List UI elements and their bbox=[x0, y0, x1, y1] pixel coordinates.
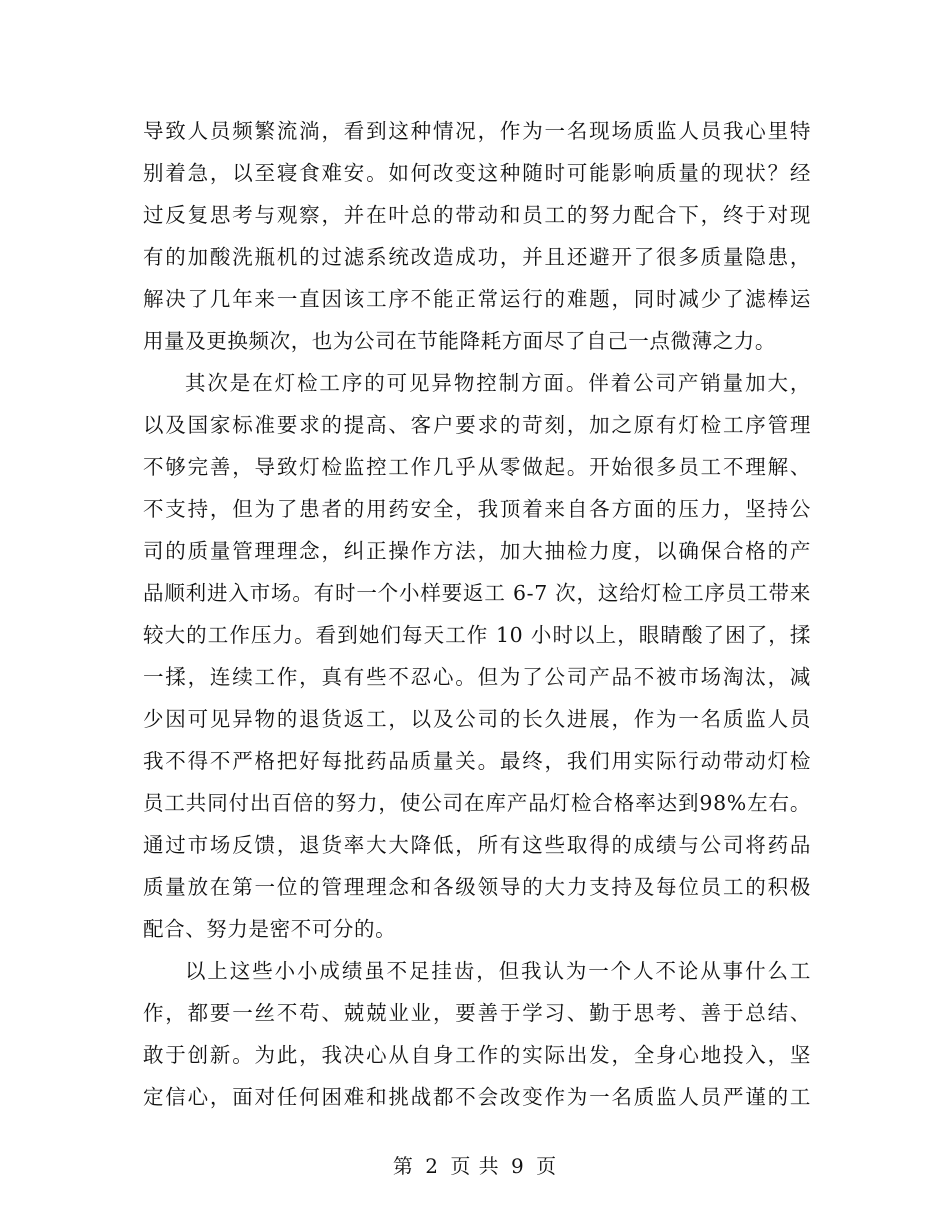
text-line: 以及国家标准要求的提高、客户要求的苛刻，加之原有灯检工序管理 bbox=[143, 413, 811, 437]
text-line: 解决了几年来一直因该工序不能正常运行的难题，同时减少了滤棒运 bbox=[143, 287, 811, 311]
text-line: 有的加酸洗瓶机的过滤系统改造成功，并且还避开了很多质量隐患， bbox=[143, 245, 811, 269]
text-line: 定信心，面对任何困难和挑战都不会改变作为一名质监人员严谨的工 bbox=[143, 1085, 811, 1109]
text-line: 一揉，连续工作，真有些不忍心。但为了公司产品不被市场淘汰，减 bbox=[143, 665, 811, 689]
text-line: 别着急，以至寝食难安。如何改变这种随时可能影响质量的现状？经 bbox=[143, 161, 811, 185]
document-body bbox=[143, 110, 811, 1118]
text-line: 质量放在第一位的管理理念和各级领导的大力支持及每位员工的积极 bbox=[143, 875, 811, 899]
text-line: 不支持，但为了患者的用药安全，我顶着来自各方面的压力，坚持公 bbox=[143, 497, 811, 521]
text-line: 用量及更换频次，也为公司在节能降耗方面尽了自己一点微薄之力。 bbox=[143, 329, 776, 353]
text-line: 配合、努力是密不可分的。 bbox=[143, 917, 397, 941]
text-line: 敢于创新。为此，我决心从自身工作的实际出发，全身心地投入，坚 bbox=[143, 1043, 811, 1067]
footer-middle: 页 共 bbox=[450, 1154, 500, 1178]
text-line: 导致人员频繁流淌，看到这种情况，作为一名现场质监人员我心里特 bbox=[143, 119, 811, 143]
text-line: 少因可见异物的退货返工，以及公司的长久进展，作为一名质监人员 bbox=[143, 707, 811, 731]
text-line: 司的质量管理理念，纠正操作方法，加大抽检力度，以确保合格的产 bbox=[143, 539, 811, 563]
text-line: 较大的工作压力。看到她们每天工作 10 小时以上，眼睛酸了困了，揉 bbox=[143, 623, 811, 647]
footer-prefix: 第 bbox=[392, 1154, 414, 1178]
text-line: 以上这些小小成绩虽不足挂齿，但我认为一个人不论从事什么工 bbox=[185, 959, 811, 983]
text-line: 不够完善，导致灯检监控工作几乎从零做起。开始很多员工不理解、 bbox=[143, 455, 811, 479]
footer-suffix: 页 bbox=[536, 1154, 558, 1178]
text-line: 通过市场反馈，退货率大大降低，所有这些取得的成绩与公司将药品 bbox=[143, 833, 811, 857]
text-line: 品顺利进入市场。有时一个小样要返工 6-7 次，这给灯检工序员工带来 bbox=[143, 581, 811, 605]
text-line: 我不得不严格把好每批药品质量关。最终，我们用实际行动带动灯检 bbox=[143, 749, 811, 773]
text-line: 员工共同付出百倍的努力，使公司在库产品灯检合格率达到98%左右。 bbox=[143, 791, 811, 815]
total-page-count: 9 bbox=[511, 1154, 525, 1178]
text-line: 过反复思考与观察，并在叶总的带动和员工的努力配合下，终于对现 bbox=[143, 203, 811, 227]
text-line: 其次是在灯检工序的可见异物控制方面。伴着公司产销量加大， bbox=[185, 371, 811, 395]
current-page-number: 2 bbox=[425, 1154, 439, 1178]
text-line: 作，都要一丝不苟、兢兢业业，要善于学习、勤于思考、善于总结、 bbox=[143, 1001, 811, 1025]
page-footer bbox=[0, 1150, 950, 1179]
